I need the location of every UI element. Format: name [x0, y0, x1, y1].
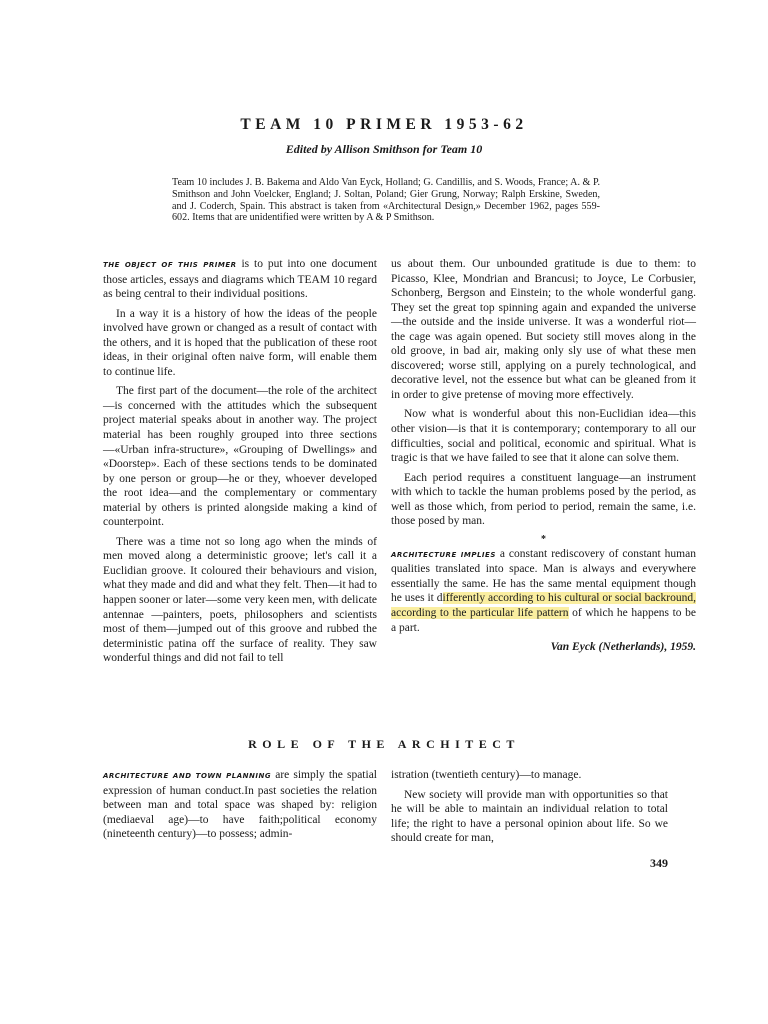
bottom-left-paragraph: ARCHITECTURE AND TOWN PLANNING are simply the spatial expression of human conduct.In past societies the relation between man and total space was shaped by: religion (mediaeval age)—to have faith;political economy (nineteenth century)—to possess; admin- [103, 769, 377, 841]
left-paragraph-4: There was a time not so long ago when the minds of men moved along a deterministic groove; let's call it a Euclidian groove. It coloured their behaviours and vision, what they made and did and what they felt. Then—it had to happen sooner or later—some very keen men, with delicate antennae —painters, poets, philosophers and scientists most of them—jumped out of this groove and rubbed the deterministic patina off the surface of reality. They saw wonderful things and did not fail to tell [103, 535, 377, 665]
highlighted-passage: ifferently according to his cultural or social backround, according to the particular life pattern [391, 592, 696, 620]
bottom-right-paragraph-1: istration (twentieth century)—to manage. [391, 769, 582, 781]
bottom-right-column [391, 768, 668, 851]
left-column [103, 257, 377, 671]
right-paragraph-2: Now what is wonderful about this non-Euclidian idea—this other vision—is that it is contemporary; contemporary to all our difficulties, social and political, economic and spiritual. What is tragic is that we have failed to see that it alone can solve them. [391, 408, 696, 465]
primer-title: TEAM 10 PRIMER 1953-62 [240, 116, 528, 133]
right-paragraph-3: Each period requires a constituent language—an instrument with which to tackle the human problems posed by the period, as well as those which, from period to period, remain the same, i.e. those posed by man. [391, 471, 696, 528]
left-paragraph-1: THE OBJECT OF THIS PRIMER is to put into one document those articles, essays and diagrams which TEAM 10 regard as being central to their individual positions. [103, 258, 378, 301]
page-number: 349 [650, 856, 668, 870]
section-heading-role-of-architect: ROLE OF THE ARCHITECT [248, 737, 520, 751]
editor-subtitle: Edited by Allison Smithson for Team 10 [285, 142, 483, 156]
lead-in-architecture-implies: ARCHITECTURE IMPLIES [391, 550, 496, 559]
bottom-left-column [103, 768, 377, 847]
intro-abstract: Team 10 includes J. B. Bakema and Aldo Van Eyck, Holland; G. Candillis, and S. Woods, France; A. & P. Smithson and John Voelcker, England; J. Soltan, Poland; Gier Grung, Norway; Ralph Erskine, Sweden, and J. Coderch, Spain. This abstract is taken from «Architectural Design,» December 1962, pages 559-602. Items that are unidentified were written by A & P Smithson. [172, 177, 600, 224]
bottom-right-paragraph-2: New society will provide man with opportunities so that he will be able to maintain an individual relation to total life; the right to have a personal opinion about life. So we should create for man, [391, 788, 668, 845]
left-paragraph-2: In a way it is a history of how the ideas of the people involved have grown or changed as a result of contact with the others, and it is hoped that the publication of these root ideas, in their original often naive form, will enable them to continue life. [103, 307, 377, 378]
left-paragraph-3: The first part of the document—the role of the architect—is concerned with the attitudes which the subsequent project material speaks about in another way. The project material has been roughly grouped into three sections—«Urban infra-structure», «Grouping of Dwellings» and «Doorstep». Each of these sections tends to be dominated by one person or group—he or they, whoever developed the root idea—and the complementary or commentary material by others is printed alongside making a kind of counterpoint. [103, 385, 377, 529]
right-paragraph-1: us about them. Our unbounded gratitude is due to them: to Picasso, Klee, Mondrian and Brancusi; to Joyce, Le Corbusier, Schonberg, Bergson and Einstein; to the whole wonderful gang. They set the great top spinning again and expanded the universe—the outside and the inside universe. It was a wonderful riot—the cage was again opened. But society still moves along in the old groove, in bad air, making only sly use of what these men discovered; worse still, applying on a purely technological, and decorative level, not the essence but what can be gleaned from it in order to give pretense of moving more effectively. [391, 258, 696, 401]
section-separator: * [541, 533, 546, 545]
right-column [391, 257, 696, 660]
signature-van-eyck: Van Eyck (Netherlands), 1959. [550, 641, 696, 654]
lead-in-object-primer: THE OBJECT OF THIS PRIMER [103, 261, 237, 269]
right-paragraph-4: ARCHITECTURE IMPLIES a constant rediscovery of constant human qualities translated into space. Man is always and everywhere essentially the same. He has the same mental equipment though he uses it differently according to his cultural or social backround, according to the particular life pattern of which he happens to be a part. [391, 547, 696, 634]
lead-in-architecture-town-planning: ARCHITECTURE AND TOWN PLANNING [103, 772, 272, 780]
